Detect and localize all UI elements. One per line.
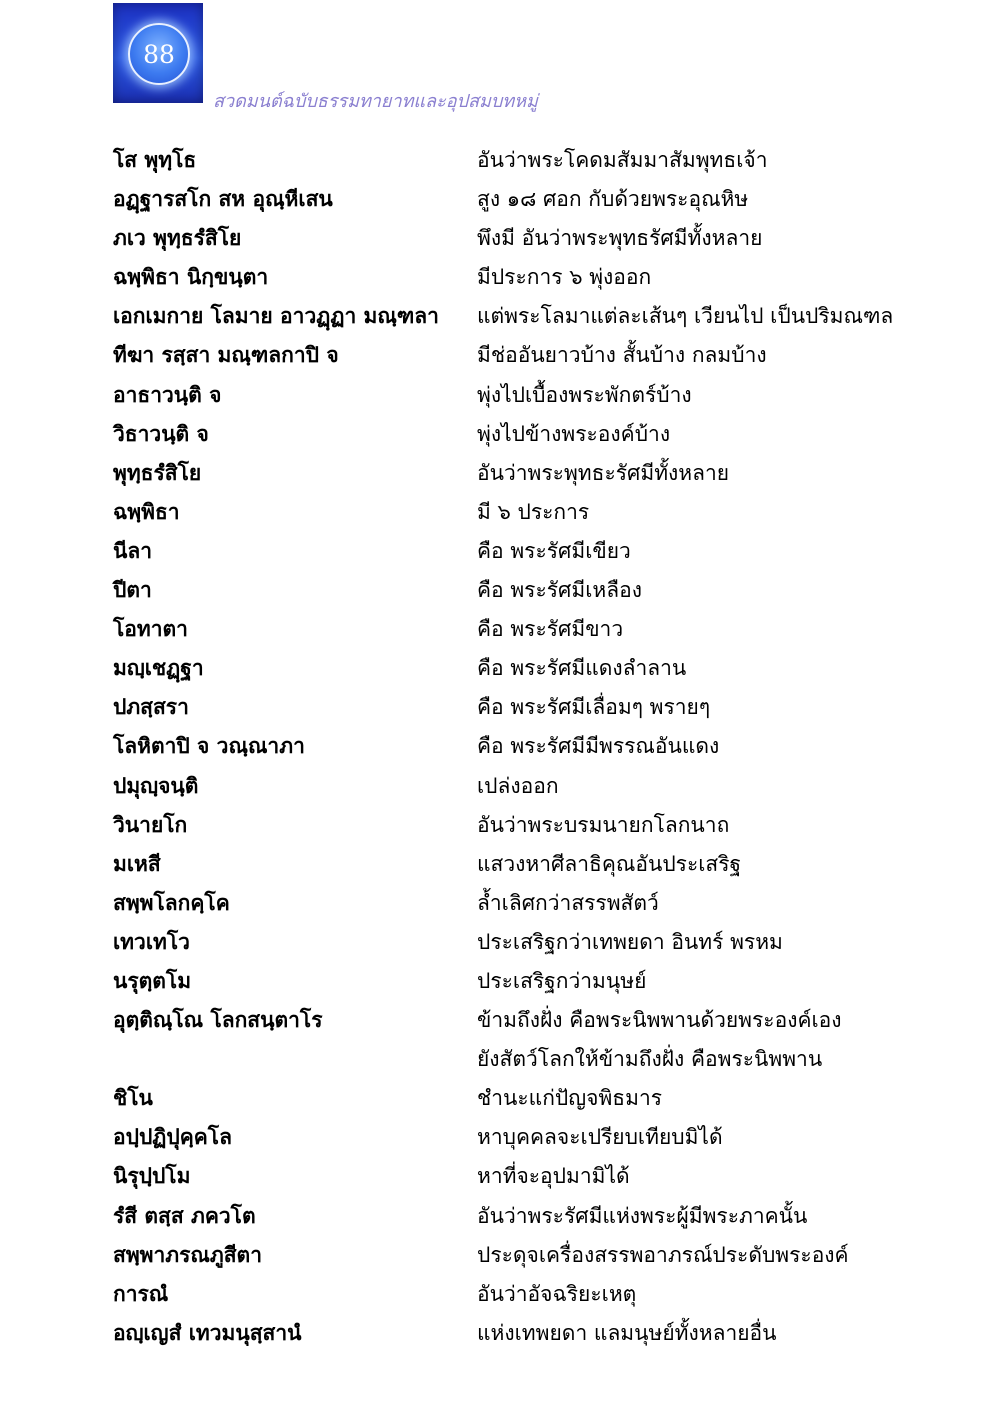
verse-list: [113, 141, 933, 1353]
pali-text: พุทฺธรํสิโย: [113, 460, 202, 485]
pali-text: วิธาวนฺติ จ: [113, 421, 209, 446]
pali-text: ฉพฺพิธา นิกฺขนฺตา: [113, 265, 269, 290]
verse-row: [113, 962, 933, 1001]
page-number: 88: [143, 39, 175, 69]
pali-text: สพฺพโลกคฺโค: [113, 890, 230, 915]
verse-row: [113, 532, 933, 571]
pali-text: เทวเทโว: [113, 929, 190, 954]
verse-row: [113, 258, 933, 297]
thai-translation: มี ๖ ประการ: [477, 499, 590, 524]
pali-text: อปฺปฏิปุคฺคโล: [113, 1125, 232, 1150]
verse-row: [113, 767, 933, 806]
verse-row: [113, 454, 933, 493]
pali-text: เอกเมกาย โลมาย อาวฏฺฏา มณฺฑลา: [113, 304, 439, 329]
thai-translation: ชำนะแก่ปัญจพิธมาร: [477, 1086, 663, 1111]
verse-row: [113, 1157, 933, 1196]
verse-row: [113, 376, 933, 415]
thai-translation: เปล่งออก: [477, 773, 559, 798]
pali-text: ชิโน: [113, 1086, 153, 1111]
pali-text: นีลา: [113, 538, 153, 563]
verse-row: [113, 141, 933, 180]
verse-row: [113, 336, 933, 375]
verse-row: [113, 297, 933, 336]
thai-translation: ประเสริฐกว่ามนุษย์: [477, 968, 647, 993]
pali-text: โส พุทฺโธ: [113, 148, 197, 172]
thai-translation: ยังสัตว์โลกให้ข้ามถึงฝั่ง คือพระนิพพาน: [477, 1047, 823, 1072]
thai-translation: มีประการ ๖ พุ่งออก: [477, 265, 652, 290]
pali-text: โลหิตาปิ จ วณฺณาภา: [113, 734, 305, 759]
pali-text: ปีตา: [113, 578, 152, 603]
thai-translation: อันว่าอัจฉริยะเหตุ: [477, 1281, 637, 1306]
verse-row: [113, 1275, 933, 1314]
thai-translation: พึงมี อันว่าพระพุทธรัศมีทั้งหลาย: [477, 226, 763, 251]
book-title: สวดมนต์ฉบับธรรมทายาทและอุปสมบทหมู่: [213, 91, 538, 112]
verse-row: [113, 415, 933, 454]
pali-text: นรุตฺตโม: [113, 968, 192, 993]
verse-row: [113, 845, 933, 884]
verse-row: [113, 219, 933, 258]
thai-translation: พุ่งไปข้างพระองค์บ้าง: [477, 421, 671, 446]
verse-row: [113, 688, 933, 727]
thai-translation: ข้ามถึงฝั่ง คือพระนิพพานด้วยพระองค์เอง: [477, 1008, 842, 1033]
thai-translation: สูง ๑๘ ศอก กับด้วยพระอุณหิษ: [477, 187, 749, 212]
thai-translation: คือ พระรัศมีเลื่อมๆ พรายๆ: [477, 695, 711, 720]
pali-text: สพฺพาภรณภูสีตา: [113, 1242, 262, 1267]
thai-translation: ประเสริฐกว่าเทพยดา อินทร์ พรหม: [477, 929, 783, 954]
thai-translation: อันว่าพระบรมนายกโลกนาถ: [477, 812, 730, 837]
pali-text: มเหสี: [113, 851, 161, 876]
pali-text: อุตฺติณฺโณ โลกสนฺตาโร: [113, 1008, 323, 1033]
page-badge: [113, 3, 203, 103]
verse-row: [113, 923, 933, 962]
verse-row: [113, 610, 933, 649]
verse-row: [113, 180, 933, 219]
thai-translation: ล้ำเลิศกว่าสรรพสัตว์: [477, 890, 659, 915]
thai-translation: พุ่งไปเบื้องพระพักตร์บ้าง: [477, 382, 692, 407]
thai-translation: อันว่าพระรัศมีแห่งพระผู้มีพระภาคนั้น: [477, 1203, 808, 1228]
thai-translation: ประดุจเครื่องสรรพอาภรณ์ประดับพระองค์: [477, 1242, 849, 1267]
verse-row: [113, 493, 933, 532]
verse-row: [113, 1118, 933, 1157]
pali-text: ปภสฺสรา: [113, 695, 189, 720]
thai-translation: คือ พระรัศมีแดงลำลาน: [477, 656, 687, 681]
verse-row: [113, 1001, 933, 1040]
pali-text: ฉพฺพิธา: [113, 499, 180, 524]
pali-text: ภเว พุทฺธรํสิโย: [113, 226, 242, 251]
thai-translation: คือ พระรัศมีเหลือง: [477, 578, 642, 603]
pali-text: อฏฺฐารสโก สห อุณฺหีเสน: [113, 187, 333, 212]
thai-translation: หาบุคคลจะเปรียบเทียบมิได้: [477, 1125, 723, 1150]
page-number-circle: [128, 23, 190, 85]
verse-row: [113, 1040, 933, 1079]
verse-row: [113, 727, 933, 766]
verse-row: [113, 1236, 933, 1275]
thai-translation: แต่พระโลมาแต่ละเส้นๆ เวียนไป เป็นปริมณฑล: [477, 304, 894, 329]
verse-row: [113, 806, 933, 845]
thai-translation: คือ พระรัศมีขาว: [477, 617, 624, 642]
verse-row: [113, 884, 933, 923]
thai-translation: คือ พระรัศมีมีพรรณอันแดง: [477, 734, 720, 759]
thai-translation: แห่งเทพยดา แลมนุษย์ทั้งหลายอื่น: [477, 1320, 777, 1345]
thai-translation: อันว่าพระพุทธะรัศมีทั้งหลาย: [477, 460, 730, 485]
pali-text: รํสี ตสฺส ภควโต: [113, 1203, 256, 1228]
verse-row: [113, 1079, 933, 1118]
pali-text: ปมุญฺจนฺติ: [113, 773, 199, 798]
pali-text: อญฺเญสํ เทวมนุสฺสานํ: [113, 1320, 302, 1345]
thai-translation: คือ พระรัศมีเขียว: [477, 538, 631, 563]
pali-text: อาธาวนฺติ จ: [113, 382, 222, 407]
thai-translation: แสวงหาศีลาธิคุณอันประเสริฐ: [477, 851, 742, 876]
pali-text: มญฺเชฏฺฐา: [113, 656, 204, 681]
thai-translation: อันว่าพระโคดมสัมมาสัมพุทธเจ้า: [477, 148, 768, 172]
pali-text: วินายโก: [113, 812, 188, 837]
verse-row: [113, 571, 933, 610]
verse-row: [113, 1197, 933, 1236]
thai-translation: หาที่จะอุปมามิได้: [477, 1164, 630, 1189]
verse-row: [113, 1314, 933, 1353]
pali-text: การณํ: [113, 1281, 169, 1306]
pali-text: นิรุปฺปโม: [113, 1164, 191, 1189]
pali-text: ทีฆา รสฺสา มณฺฑลกาปิ จ: [113, 343, 339, 368]
thai-translation: มีช่ออันยาวบ้าง สั้นบ้าง กลมบ้าง: [477, 343, 767, 368]
verse-row: [113, 649, 933, 688]
pali-text: โอทาตา: [113, 617, 188, 642]
